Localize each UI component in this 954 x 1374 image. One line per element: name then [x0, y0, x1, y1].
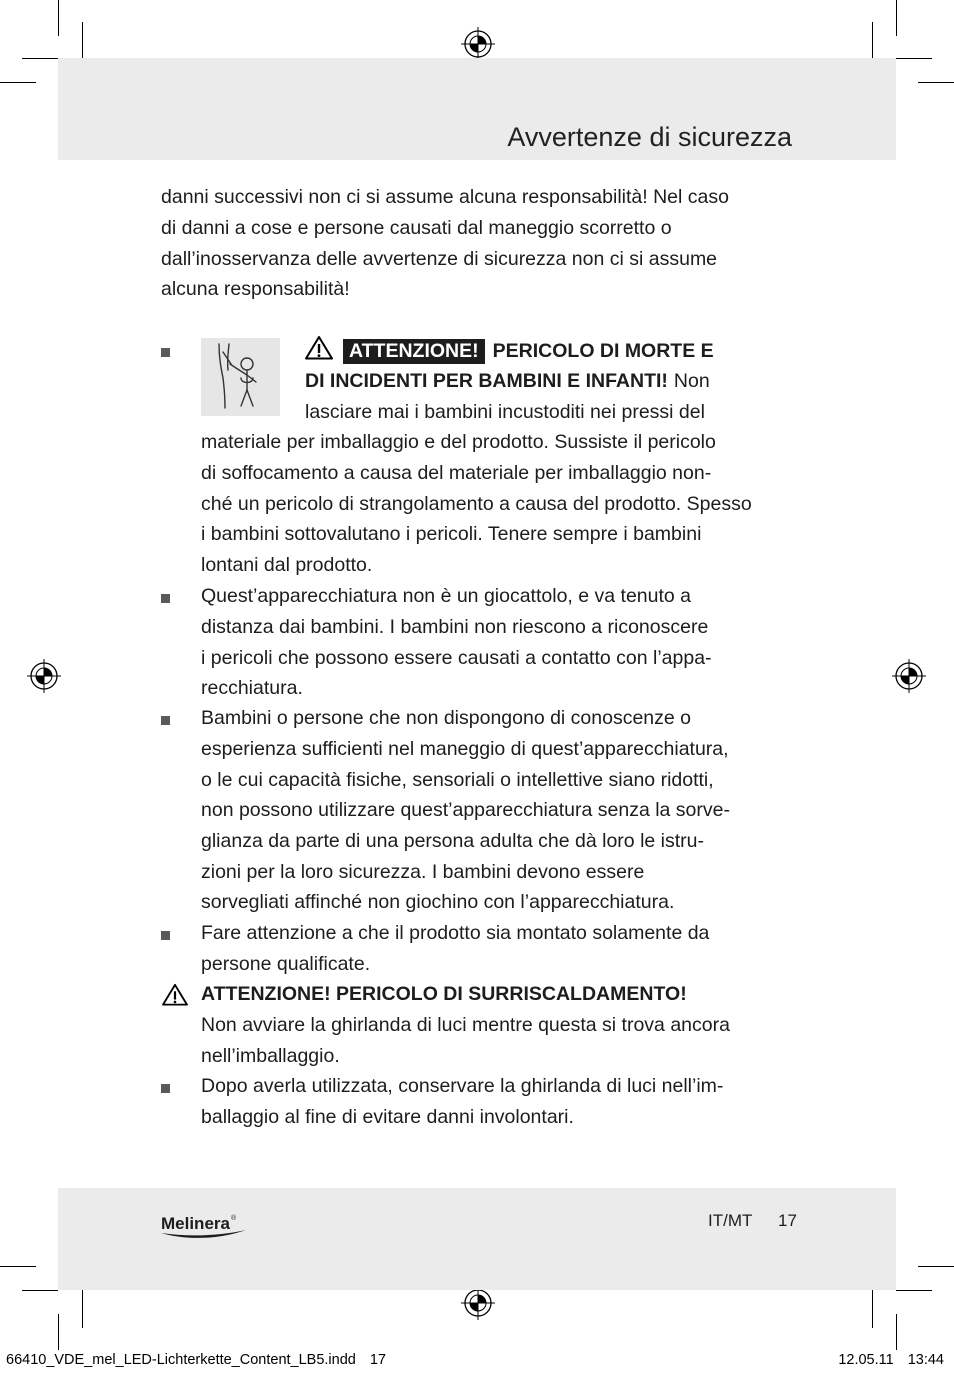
body-text-line: dall’inosservanza delle avvertenze di sicurezza non ci si assume: [161, 247, 718, 270]
body-text-line: non possono utilizzare quest’apparecchiatura senza la sorve-: [201, 799, 730, 822]
slug-time: 13:44: [907, 1352, 944, 1368]
slug-date: 12.05.11: [838, 1352, 894, 1368]
bullet-marker: [161, 1084, 170, 1093]
bullet-marker: [161, 716, 170, 725]
page-title: Avvertenze di sicurezza: [507, 122, 792, 152]
body-text-line: recchiatura.: [201, 677, 303, 700]
body-text-line: di soffocamento a causa del materiale per imballaggio non-: [201, 461, 712, 484]
body-text-line: Dopo averla utilizzata, conservare la ghirlanda di luci nell’im-: [201, 1075, 724, 1098]
slug-page: 17: [369, 1352, 386, 1368]
brand-swoosh-icon: [160, 1229, 248, 1241]
body-text-line: Bambini o persone che non dispongono di conoscenze o: [201, 707, 692, 730]
warning-heading: PERICOLO DI MORTE E: [492, 340, 714, 363]
supervision-paragraph: [201, 703, 730, 917]
registration-mark-icon: [891, 658, 927, 694]
overheat-warning-paragraph: [201, 979, 730, 1071]
toy-warning-paragraph: [201, 581, 712, 704]
body-text-line: nell’imballaggio.: [201, 1044, 340, 1067]
body-text: Non: [673, 369, 710, 392]
warning-heading: ATTENZIONE! PERICOLO DI SURRISCALDAMENTO!: [201, 983, 687, 1006]
body-text-line: ché un pericolo di strangolamento a causa del prodotto. Spesso: [201, 492, 752, 515]
body-text-line: o le cui capacità fisiche, sensoriali o intellettive siano ridotti,: [201, 768, 714, 791]
body-text-line: persone qualificate.: [201, 952, 371, 975]
body-text-line: sorvegliati affinché non giochino con l’apparecchiatura.: [201, 891, 675, 914]
body-text-line: distanza dai bambini. I bambini non riescono a riconoscere: [201, 615, 709, 638]
attention-badge: ATTENZIONE!: [343, 339, 485, 364]
slug-datetime: [838, 1351, 944, 1369]
warning-heading-line: [201, 366, 752, 397]
storage-paragraph: [201, 1071, 723, 1132]
warning-heading: DI INCIDENTI PER BAMBINI E INFANTI!: [305, 369, 668, 392]
body-text-line: Fare attenzione a che il prodotto sia montato solamente da: [201, 922, 710, 945]
registered-mark: ®: [230, 1215, 237, 1222]
registration-mark-icon: [460, 1285, 496, 1321]
child-warning-paragraph: [201, 335, 752, 580]
body-text-line: di danni a cose e persone causati dal maneggio scorretto o: [161, 216, 672, 239]
registration-mark-icon: [460, 26, 496, 62]
body-text-line: zioni per la loro sicurezza. I bambini devono essere: [201, 860, 645, 883]
warning-heading-line: [201, 335, 752, 366]
bullet-marker: [161, 931, 170, 940]
installation-paragraph: [201, 918, 709, 979]
locale-label: IT/MT: [708, 1211, 753, 1230]
body-text-line: materiale per imballaggio e del prodotto. Sussiste il pericolo: [201, 431, 716, 454]
intro-paragraph: [161, 182, 729, 305]
page-number: 17: [778, 1211, 797, 1230]
body-text-line: Non avviare la ghirlanda di luci mentre questa si trova ancora: [201, 1013, 730, 1036]
body-text-line: alcuna responsabilità!: [161, 278, 350, 301]
body-text-line: i bambini sottovalutano i pericoli. Tenere sempre i bambini: [201, 523, 702, 546]
body-text-line: i pericoli che possono essere causati a contatto con l’appa-: [201, 646, 712, 669]
body-text-line: esperienza sufficienti nel maneggio di quest’apparecchiatura,: [201, 737, 729, 760]
bullet-marker: [161, 594, 170, 603]
slug-file: [6, 1351, 386, 1369]
warning-triangle-icon: [305, 335, 333, 360]
body-text-line: lasciare mai i bambini incustoditi nei pressi del: [305, 400, 705, 423]
body-text-line: danni successivi non ci si assume alcuna responsabilità! Nel caso: [161, 186, 729, 209]
registration-mark-icon: [26, 658, 62, 694]
bullet-marker: [161, 348, 170, 357]
slug-filename: 66410_VDE_mel_LED-Lichterkette_Content_LB5.indd: [6, 1352, 356, 1368]
body-text-line: lontani dal prodotto.: [201, 553, 373, 576]
brand-name: Melinera: [161, 1214, 230, 1233]
body-text-line: Quest’apparecchiatura non è un giocattolo, e va tenuto a: [201, 585, 692, 608]
body-text-line: glianza da parte di una persona adulta che dà loro le istru-: [201, 829, 704, 852]
body-text-line: ballaggio al fine di evitare danni involontari.: [201, 1105, 574, 1128]
warning-triangle-icon: [162, 983, 188, 1006]
